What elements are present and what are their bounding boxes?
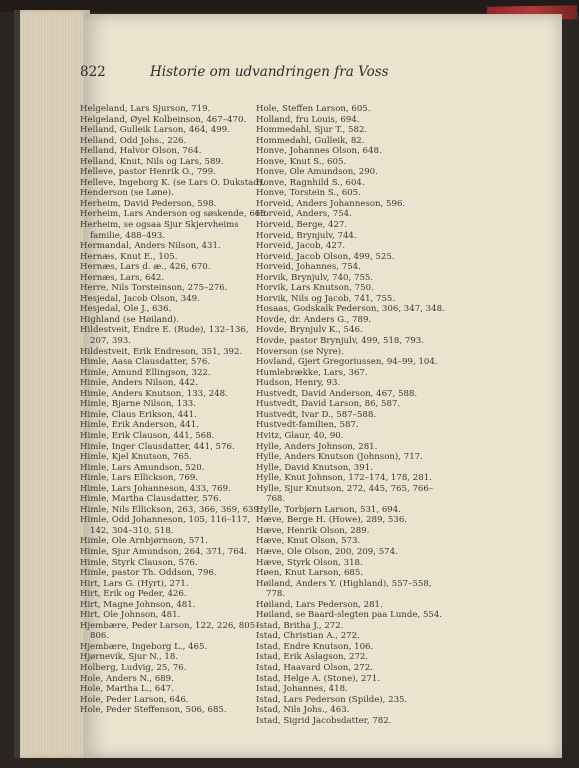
index-entry: Hæve, Styrk Olson, 318. — [256, 557, 363, 568]
index-entry: Hylle, Knut Johnson, 172–174, 178, 281. — [256, 473, 432, 484]
index-entry: Himle, pastor Th. Oddson, 796. — [80, 568, 217, 579]
index-column-right — [256, 104, 446, 726]
index-entry: Hole, Martha L., 647. — [80, 684, 174, 695]
index-entry: Herheim, Lars Anderson og søskende, 663. — [80, 209, 269, 220]
index-entry: Himle, Bjarne Nilson, 133. — [80, 399, 196, 410]
index-entry: Hirt, Lars G. (Hyrt), 271. — [80, 578, 189, 589]
page-header — [80, 64, 440, 84]
page-number: 822 — [80, 64, 106, 80]
index-entry: Hernæs, Lars, 642. — [80, 272, 165, 283]
index-entry: Hjørnevik, Sjur N., 18. — [80, 652, 179, 663]
index-entry: Høiland, se Baard-slegten paa Lunde, 554. — [256, 610, 443, 621]
index-entry: Hesjedal, Jacob Olson, 349. — [80, 293, 200, 304]
index-entry: Hole, Steffen Larson, 605. — [256, 104, 371, 114]
index-entry: Horveid, Jacob, 427. — [256, 241, 346, 252]
index-entry: Istad, Endre Knutson, 106. — [256, 641, 374, 652]
index-entry: Himle, Erik Anderson, 441. — [80, 420, 199, 431]
running-title: Historie om udvandringen fra Voss — [150, 64, 389, 80]
index-entry: Horveid, Jacob Olson, 499, 525. — [256, 251, 395, 262]
index-entry: Himle, Kjel Knutson, 765. — [80, 452, 192, 463]
index-entry: Honve, Knut S., 605. — [256, 156, 347, 167]
index-entry: Himle, Anders Knutson, 133, 248. — [80, 388, 228, 399]
index-entry: Høiland, Lars Pederson, 281. — [256, 599, 383, 610]
index-entry: Istad, Lars Pederson (Spilde), 235. — [256, 694, 408, 705]
index-entry: Honve, Ragnhild S., 604. — [256, 177, 365, 188]
index-entry: Hustvedt-familien, 587. — [256, 420, 359, 431]
index-entry: Himle, Lars Amundson, 520. — [80, 462, 205, 473]
index-entry: Hæve, Henrik Olson, 289. — [256, 525, 370, 536]
index-entry: Himle, Lars Ellickson, 769. — [80, 473, 199, 484]
index-entry: Hole, Peder Steffenson, 506, 685. — [80, 705, 227, 716]
index-entry: Høiland, Anders Y. (Highland), 557–558, 778. — [256, 578, 432, 600]
index-entry: Himle, Anders Nilson, 442. — [80, 378, 199, 389]
index-entry: Himle, Erik Clauson, 441, 568. — [80, 430, 215, 441]
index-entry: Himle, Aasa Clausdatter, 576. — [80, 357, 211, 368]
index-entry: Himle, Ole Arnbjørnson, 571. — [80, 536, 208, 547]
index-entry: Hermandal, Anders Nilson, 431. — [80, 241, 221, 252]
index-entry: Helland, Odd Johs., 226. — [80, 135, 187, 146]
index-entry: Hole, Peder Larson, 646. — [80, 694, 189, 705]
index-column-left — [80, 104, 270, 716]
index-entry: Himle, Odd Johanneson, 105, 116–117, 142, 304–310, 518. — [80, 515, 251, 536]
index-entry: Hustvedt, David Larson, 86, 587. — [256, 399, 401, 410]
index-entry: Hernæs, Lars d. æ., 426, 670. — [80, 262, 211, 273]
index-entry: Hesjedal, Ole J., 636. — [80, 304, 172, 315]
index-entry: Hirt, Ole Johnson, 481. — [80, 610, 181, 621]
index-entry: Humlebrække, Lars, 367. — [256, 367, 368, 378]
index-entry: Hylle, Sjur Knutson, 272, 445, 765, 766–768. — [256, 483, 434, 505]
index-entry: Hovland, Gjert Gregoriussen, 94–99, 104. — [256, 357, 438, 368]
index-entry: Himle, Amund Ellingson, 322. — [80, 367, 211, 378]
index-entry: Herheim, David Pederson, 598. — [80, 198, 217, 209]
index-entry: Hylle, Anders Knutson (Johnson), 717. — [256, 452, 423, 463]
index-entry: Hylle, Torbjørn Larson, 531, 694. — [256, 504, 401, 515]
index-entry: Hustvedt, Ivar D., 587–588. — [256, 409, 377, 420]
index-entry: Hæve, Knut Olson, 573. — [256, 536, 361, 547]
index-entry: Helland, Knut, Nils og Lars, 589. — [80, 156, 224, 167]
index-entry: Himle, Lars Johanneson, 433, 769. — [80, 483, 231, 494]
index-entry: Hernæs, Knut E., 105. — [80, 251, 178, 262]
index-entry: Holberg, Ludvig, 25, 76. — [80, 662, 187, 673]
index-entry: Hovde, Brynjulv K., 546. — [256, 325, 363, 336]
index-entry: Highland (se Høiland). — [80, 314, 179, 325]
index-entry: Honve, Torstein S., 605. — [256, 188, 361, 199]
index-entry: Horveid, Johannes, 754. — [256, 262, 361, 273]
index-entry: Himle, Sjur Amundson, 264, 371, 764. — [80, 546, 247, 557]
index-entry: Himle, Inger Clausdatter, 441, 576. — [80, 441, 235, 452]
index-entry: Henderson (se Løne). — [80, 188, 174, 199]
index-entry: Hjembære, Peder Larson, 122, 226, 805–806. — [80, 620, 260, 642]
index-entry: Istad, Erik Aslagson, 272. — [256, 652, 369, 663]
index-entry: Hvitz, Glaur, 40, 90. — [256, 430, 344, 441]
index-entry: Herheim, se ogsaa Sjur Skjervheims familie, 488–493. — [80, 220, 239, 241]
page-stack-edge — [14, 10, 90, 758]
index-entry: Himle, Styrk Clauson, 576. — [80, 557, 198, 568]
index-entry: Helgeland, Øyel Kolbeinson, 467–470. — [80, 114, 247, 125]
index-entry: Hovde, dr. Anders G., 789. — [256, 314, 372, 325]
index-entry: Honve, Johannes Olson, 648. — [256, 146, 382, 157]
index-entry: Hæve, Berge H. (Howe), 289, 536. — [256, 515, 408, 526]
index-entry: Helland, Gulleik Larson, 464, 499. — [80, 125, 230, 136]
index-entry: Helland, Halvor Olson, 764. — [80, 146, 202, 157]
index-entry: Hildestveit, Endre E. (Rude), 132–136, 207, 393. — [80, 325, 249, 347]
index-entry: Istad, Christian A., 272. — [256, 631, 360, 642]
index-entry: Helleve, pastor Henrik O., 799. — [80, 167, 216, 178]
index-entry: Hildestveit, Erik Endreson, 351, 392. — [80, 346, 243, 357]
index-entry: Himle, Martha Clausdatter, 576. — [80, 494, 222, 505]
index-entry: Istad, Nils Johs., 463. — [256, 705, 350, 716]
index-entry: Hylle, Anders Johnson, 281. — [256, 441, 378, 452]
index-entry: Hustvedt, David Anderson, 467, 588. — [256, 388, 418, 399]
index-entry: Istad, Britha J., 272. — [256, 620, 344, 631]
index-entry: Hoverson (se Nyre). — [256, 346, 344, 357]
index-entry: Horveid, Berge, 427. — [256, 220, 348, 231]
index-entry: Hommedahl, Gulleik, 82. — [256, 135, 365, 146]
index-entry: Hommedahl, Sjur T., 582. — [256, 125, 368, 136]
index-entry: Hosaas, Godskalk Pederson, 306, 347, 348. — [256, 304, 445, 315]
index-entry: Horveid, Anders Johanneson, 596. — [256, 198, 406, 209]
index-entry: Hirt, Magne Johnson, 481. — [80, 599, 196, 610]
index-entry: Horveid, Anders, 754. — [256, 209, 352, 220]
index-entry: Horvik, Lars Knutson, 750. — [256, 283, 374, 294]
index-entry: Istad, Helge A. (Stone), 271. — [256, 673, 381, 684]
index-entry: Hirt, Erik og Peder, 426. — [80, 589, 187, 600]
index-entry: Himle, Nils Ellickson, 263, 366, 369, 639. — [80, 504, 262, 515]
index-entry: Hjembære, Ingeborg L., 465. — [80, 641, 208, 652]
index-entry: Hudson, Henry, 93. — [256, 378, 341, 389]
index-entry: Honve, Ole Amundson, 290. — [256, 167, 378, 178]
index-entry: Horvik, Brynjulv, 740, 755. — [256, 272, 374, 283]
index-entry: Hole, Anders N., 689. — [80, 673, 174, 684]
index-entry: Høen, Knut Larson, 685. — [256, 568, 364, 579]
index-entry: Istad, Haavard Olson, 272. — [256, 662, 373, 673]
index-entry: Horvik, Nils og Jacob, 741, 755. — [256, 293, 396, 304]
index-entry: Holland, fru Louis, 694. — [256, 114, 360, 125]
index-entry: Himle, Claus Erikson, 441. — [80, 409, 197, 420]
index-entry: Istad, Sigrid Jacobsdatter, 782. — [256, 715, 392, 726]
index-entry: Herre, Nils Torsteinson, 275–276. — [80, 283, 228, 294]
index-entry: Horveid, Brynjulv, 744. — [256, 230, 357, 241]
index-entry: Istad, Johannes, 418. — [256, 684, 348, 695]
index-entry: Helleve, Ingeborg K. (se Lars O. Dukstad). — [80, 177, 265, 188]
index-entry: Hæve, Ole Olson, 200, 209, 574. — [256, 546, 398, 557]
index-entry: Hovde, pastor Brynjulv, 499, 518, 793. — [256, 336, 425, 347]
index-entry: Hylle, David Knutson, 391. — [256, 462, 373, 473]
index-entry: Helgeland, Lars Sjurson, 719. — [80, 104, 211, 114]
